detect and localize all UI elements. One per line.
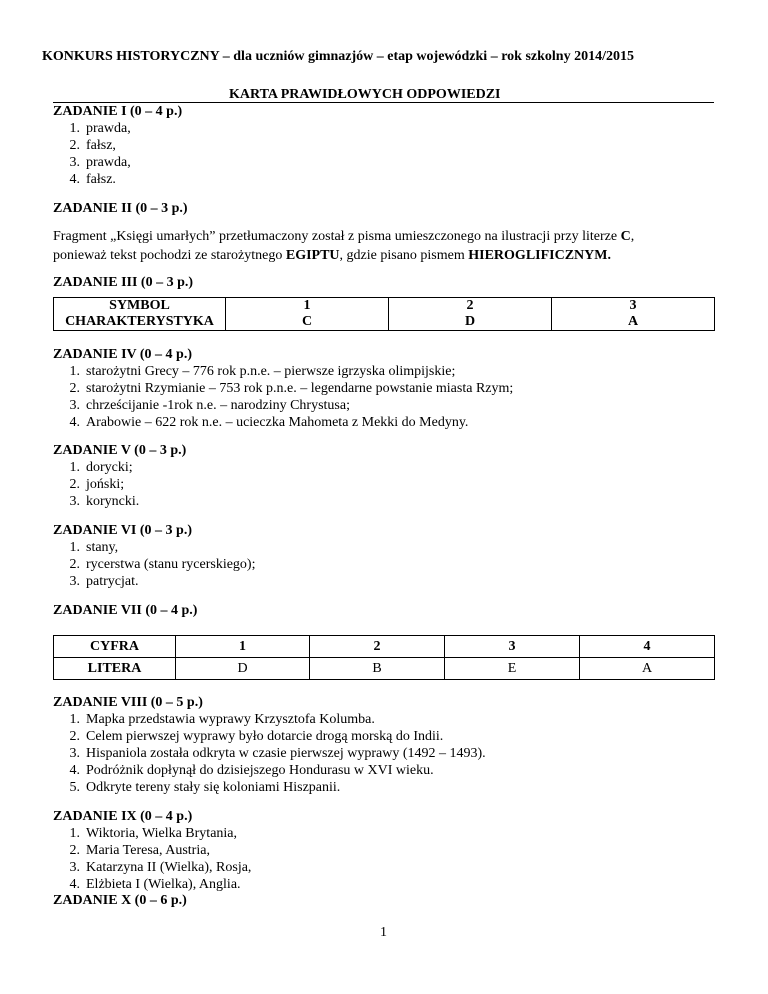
table-cell: B [310,658,445,680]
list-item: 3. koryncki. [69,494,140,509]
list-item: 4. fałsz. [69,172,116,187]
row-header-symbol: SYMBOL CHARAKTERYSTYKA [54,298,226,331]
table-row [54,636,715,658]
list-item: 1. prawda, [69,121,131,136]
task-2-line-1: Fragment „Księgi umarłych” przetłumaczony został z pisma umieszczonego na ilustracji przy literze C, [53,229,635,244]
table-cell: 2 [310,636,445,658]
header-rule [53,102,714,103]
list-item: 1. Mapka przedstawia wyprawy Krzysztofa Kolumba. [69,712,375,727]
task-1-answers [54,120,131,188]
task-7-heading: ZADANIE VII (0 – 4 p.) [53,603,198,618]
page-number: 1 [380,925,387,940]
task-4-heading: ZADANIE IV (0 – 4 p.) [53,347,192,362]
task-3-heading: ZADANIE III (0 – 3 p.) [53,275,194,290]
document-title: KONKURS HISTORYCZNY – dla uczniów gimnazjów – etap wojewódzki – rok szkolny 2014/2015 [42,49,634,64]
row-header-letter: LITERA [54,658,176,680]
table-row [54,298,715,331]
table-cell: 4 [580,636,715,658]
table-row [54,658,715,680]
row-header-digit: CYFRA [54,636,176,658]
list-item: 3. patrycjat. [69,574,139,589]
task-2-line-2: ponieważ tekst pochodzi ze starożytnego EGIPTU, gdzie pisano pismem HIEROGLIFICZNYM. [53,248,611,263]
list-item: 1. stany, [69,540,119,555]
table-cell: 1 [176,636,310,658]
table-cell: 1 C [226,298,389,331]
table-cell: 3 [445,636,580,658]
table-cell: D [176,658,310,680]
task-10-heading: ZADANIE X (0 – 6 p.) [53,893,187,908]
table-cell: A [580,658,715,680]
list-item: 3. prawda, [69,155,131,170]
task-2-answer [53,227,714,265]
table-cell: 2 D [389,298,552,331]
list-item: 2. fałsz, [69,138,116,153]
list-item: 2. rycerstwa (stanu rycerskiego); [69,557,256,572]
list-item: 4. Arabowie – 622 rok n.e. – ucieczka Mahometa z Mekki do Medyny. [69,415,469,430]
list-item: 4. Elżbieta I (Wielka), Anglia. [69,877,241,892]
list-item: 2. starożytni Rzymianie – 753 rok p.n.e. – legendarne powstanie miasta Rzym; [69,381,514,396]
task-8-heading: ZADANIE VIII (0 – 5 p.) [53,695,203,710]
list-item: 3. chrześcijanie -1rok n.e. – narodziny Chrystusa; [69,398,350,413]
table-cell: E [445,658,580,680]
task-7-table [53,635,715,680]
answer-key-title: KARTA PRAWIDŁOWYCH ODPOWIEDZI [229,87,501,102]
list-item: 3. Hispaniola została odkryta w czasie pierwszej wyprawy (1492 – 1493). [69,746,486,761]
task-9-answers [54,825,251,893]
task-1-heading: ZADANIE I (0 – 4 p.) [53,104,183,119]
task-4-answers [54,363,513,431]
list-item: 3. Katarzyna II (Wielka), Rosja, [69,860,252,875]
list-item: 1. starożytni Grecy – 776 rok p.n.e. – pierwsze igrzyska olimpijskie; [69,364,456,379]
task-5-answers [54,459,139,510]
task-3-table [53,297,715,331]
list-item: 1. Wiktoria, Wielka Brytania, [69,826,238,841]
list-item: 2. joński; [69,477,125,492]
task-6-answers [54,539,255,590]
list-item: 4. Podróżnik dopłynął do dzisiejszego Hondurasu w XVI wieku. [69,763,434,778]
list-item: 1. dorycki; [69,460,133,475]
task-5-heading: ZADANIE V (0 – 3 p.) [53,443,187,458]
task-8-answers [54,711,486,796]
list-item: 5. Odkryte tereny stały się koloniami Hiszpanii. [69,780,341,795]
task-6-heading: ZADANIE VI (0 – 3 p.) [53,523,192,538]
task-9-heading: ZADANIE IX (0 – 4 p.) [53,809,193,824]
task-2-heading: ZADANIE II (0 – 3 p.) [53,201,188,216]
list-item: 2. Maria Teresa, Austria, [69,843,210,858]
list-item: 2. Celem pierwszej wyprawy było dotarcie drogą morską do Indii. [69,729,444,744]
table-cell: 3 A [552,298,715,331]
